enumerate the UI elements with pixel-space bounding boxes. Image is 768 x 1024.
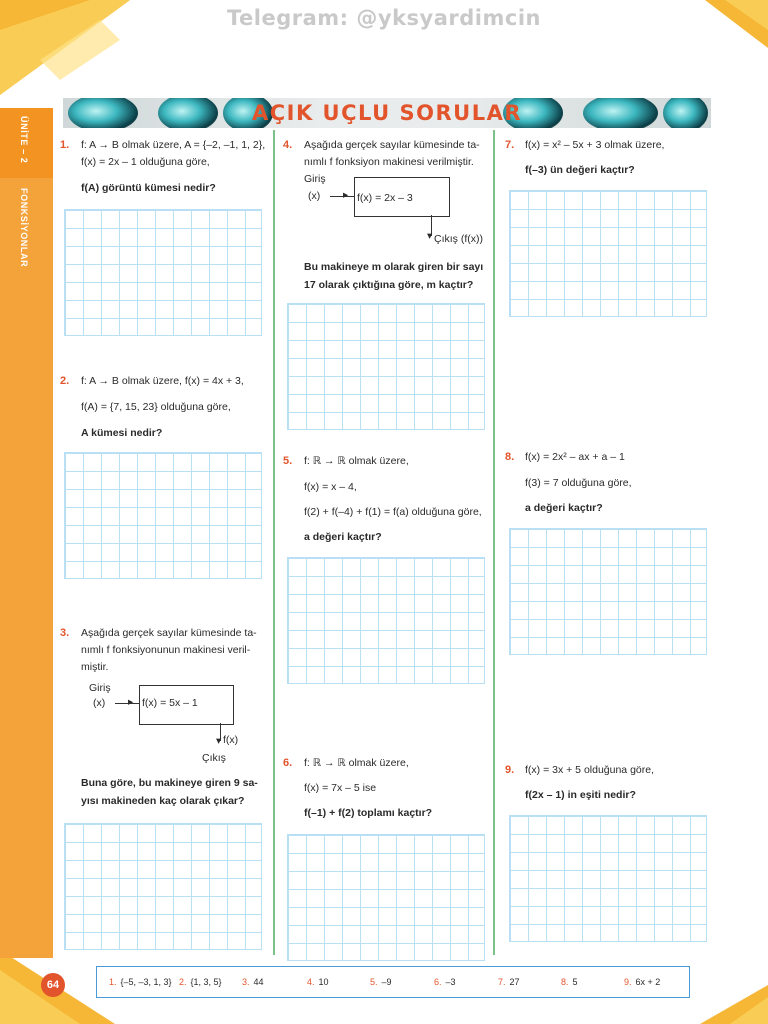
machine-output-label: Çıkış xyxy=(202,752,226,764)
topic-label: FONKSİYONLAR xyxy=(19,188,29,268)
question-7 xyxy=(505,139,715,184)
machine-function: f(x) = 2x – 3 xyxy=(357,192,413,204)
question-number: 4. xyxy=(283,139,293,151)
function-machine xyxy=(283,170,489,250)
answer-key xyxy=(96,966,690,998)
answer-item: 4. 10 xyxy=(307,977,329,987)
question-text: f: A → B olmak üzere, A = {–2, –1, 1, 2}, xyxy=(81,139,266,151)
question-prompt: f(–3) ün değeri kaçtır? xyxy=(525,164,635,176)
machine-output-var: f(x) xyxy=(223,734,239,746)
question-prompt: 17 olarak çıktığına göre, m kaçtır? xyxy=(304,279,474,291)
sidebar-bottom xyxy=(0,518,53,958)
answer-grid[interactable] xyxy=(509,528,707,655)
question-prompt: f(–1) + f(2) toplamı kaçtır? xyxy=(304,807,433,819)
section-banner xyxy=(63,98,711,128)
question-number: 6. xyxy=(283,757,293,769)
question-number: 1. xyxy=(60,139,70,151)
question-text: f(x) = x² – 5x + 3 olmak üzere, xyxy=(525,139,665,151)
question-text: f(3) = 7 olduğuna göre, xyxy=(525,477,632,489)
question-text: Aşağıda gerçek sayılar kümesinde ta- xyxy=(81,627,257,639)
function-machine xyxy=(60,679,270,769)
arrow-head: ▸ xyxy=(343,189,349,201)
input-arrow xyxy=(330,196,354,197)
answer-grid[interactable] xyxy=(64,823,262,950)
arrow-head: ▾ xyxy=(216,735,222,747)
question-3 xyxy=(60,627,270,817)
machine-output-label: Çıkış (f(x)) xyxy=(434,233,483,245)
telegram-watermark: Telegram: @yksyardimcin xyxy=(227,6,541,30)
arrow-head: ▾ xyxy=(427,230,433,242)
question-prompt: f(2x – 1) in eşiti nedir? xyxy=(525,789,636,801)
question-prompt: yısı makineden kaç olarak çıkar? xyxy=(81,795,245,807)
column-divider xyxy=(273,130,275,955)
question-number: 5. xyxy=(283,455,293,467)
question-text: f(x) = 3x + 5 olduğuna göre, xyxy=(525,764,654,776)
question-number: 2. xyxy=(60,375,70,387)
question-1 xyxy=(60,139,270,199)
input-arrow xyxy=(115,703,139,704)
question-prompt: A kümesi nedir? xyxy=(81,427,163,439)
question-prompt: Buna göre, bu makineye giren 9 sa- xyxy=(81,777,258,789)
machine-input-label: Giriş xyxy=(89,682,111,694)
question-text: f: ℝ → ℝ olmak üzere, xyxy=(304,757,409,769)
question-text: f: A → B olmak üzere, f(x) = 4x + 3, xyxy=(81,375,244,387)
answer-grid[interactable] xyxy=(509,190,707,317)
question-number: 9. xyxy=(505,764,515,776)
question-text: nımlı f fonksiyon makinesi verilmiştir. xyxy=(304,156,474,168)
question-text: Aşağıda gerçek sayılar kümesinde ta- xyxy=(304,139,480,151)
page-number: 64 xyxy=(41,973,65,997)
question-text: miştir. xyxy=(81,661,109,673)
answer-grid[interactable] xyxy=(509,815,707,942)
question-text: f(x) = 2x² – ax + a – 1 xyxy=(525,451,625,463)
question-number: 3. xyxy=(60,627,70,639)
answer-item: 1. {–5, –3, 1, 3} xyxy=(109,977,172,987)
question-8 xyxy=(505,451,715,516)
question-number: 7. xyxy=(505,139,515,151)
question-text: f(x) = 7x – 5 ise xyxy=(304,782,377,794)
machine-function: f(x) = 5x – 1 xyxy=(142,697,198,709)
unit-label: ÜNİTE – 2 xyxy=(19,116,29,164)
answer-grid[interactable] xyxy=(287,557,485,684)
question-text: f(x) = 2x – 1 olduğuna göre, xyxy=(81,156,210,168)
machine-input-var: (x) xyxy=(308,190,321,202)
question-9 xyxy=(505,764,715,809)
question-prompt: a değeri kaçtır? xyxy=(525,502,603,514)
answer-item: 3. 44 xyxy=(242,977,264,987)
machine-input-label: Giriş xyxy=(304,173,326,185)
question-prompt: a değeri kaçtır? xyxy=(304,531,382,543)
answer-item: 2. {1, 3, 5} xyxy=(179,977,222,987)
question-2 xyxy=(60,375,270,440)
question-prompt: f(A) görüntü kümesi nedir? xyxy=(81,182,216,194)
question-text: f(x) = x – 4, xyxy=(304,481,357,493)
question-5 xyxy=(283,455,489,545)
banner-title: AÇIK UÇLU SORULAR xyxy=(251,101,523,125)
question-text: f(A) = {7, 15, 23} olduğuna göre, xyxy=(81,401,231,413)
machine-input-var: (x) xyxy=(93,697,106,709)
question-text: nımlı f fonksiyonunun makinesi veril- xyxy=(81,644,251,656)
column-divider xyxy=(493,130,495,955)
question-4 xyxy=(283,139,489,299)
answer-item: 9. 6x + 2 xyxy=(624,977,661,987)
answer-grid[interactable] xyxy=(64,209,262,336)
question-text: f: ℝ → ℝ olmak üzere, xyxy=(304,455,409,467)
answer-item: 7. 27 xyxy=(498,977,520,987)
answer-grid[interactable] xyxy=(64,452,262,579)
answer-item: 6. –3 xyxy=(434,977,456,987)
answer-item: 8. 5 xyxy=(561,977,578,987)
arrow-head: ▸ xyxy=(128,696,134,708)
question-number: 8. xyxy=(505,451,515,463)
question-text: f(2) + f(–4) + f(1) = f(a) olduğuna göre, xyxy=(304,506,482,518)
question-prompt: Bu makineye m olarak giren bir sayı xyxy=(304,261,484,273)
answer-grid[interactable] xyxy=(287,303,485,430)
question-6 xyxy=(283,757,489,827)
answer-grid[interactable] xyxy=(287,834,485,961)
answer-item: 5. –9 xyxy=(370,977,392,987)
bottom-right-corner-decoration xyxy=(700,985,768,1024)
